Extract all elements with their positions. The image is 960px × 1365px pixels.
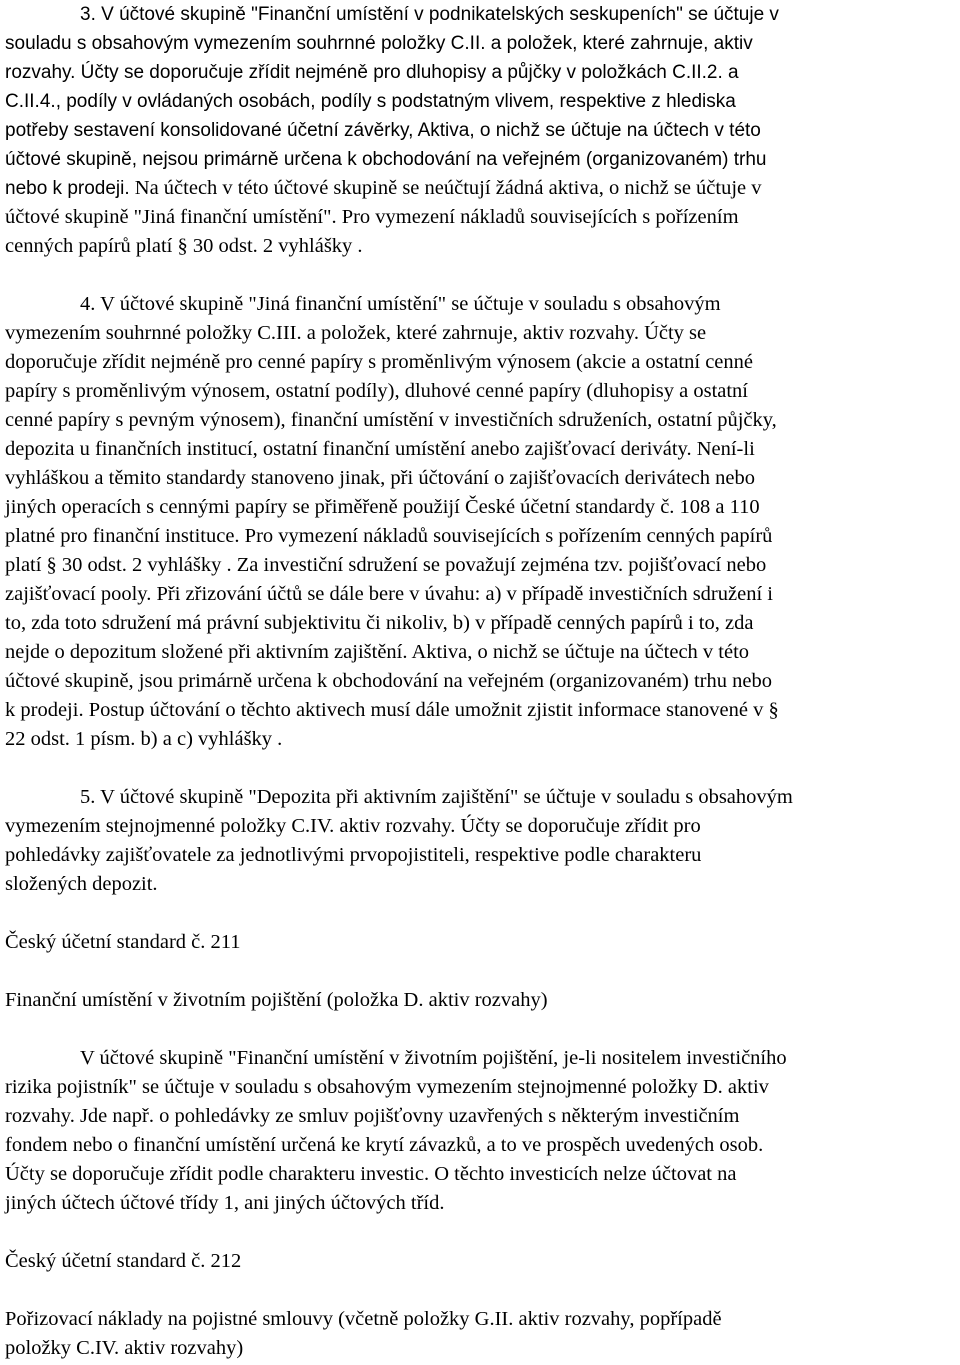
text-line: [5, 1073, 955, 1102]
text-run: , podíly v ovládaných osobách, podíly s podstatným vlivem, respektive z hlediska: [55, 91, 736, 112]
text-line: [5, 986, 955, 1015]
text-line: [5, 580, 955, 609]
text-line: [5, 290, 955, 319]
text-run: depozita u finančních institucí, ostatní finanční umístění anebo zajišťovací deriváty.: [5, 438, 692, 460]
section-4: [5, 290, 955, 754]
text-run: cenné papíry s pevným výnosem), finanční umístění v investičních sdruženích, ostatní půjčky,: [5, 409, 777, 431]
text-run: Na účtech v této účtové skupině se neúčtují žádná aktiva, o nichž se účtuje v: [129, 177, 762, 199]
text-run: Český účetní standard č. 211: [5, 931, 241, 953]
text-run: rozvahy.: [5, 1105, 75, 1127]
standard-211-title: [5, 986, 955, 1015]
text-line: [5, 551, 955, 580]
text-line: [5, 1305, 955, 1334]
text-line: [5, 1247, 955, 1276]
text-run: doporučuje zřídit nejméně pro cenné papíry s proměnlivým výnosem (akcie a ostatní cenné: [5, 351, 753, 373]
text-run: Pro vymezení nákladů souvisejících s pořízením cenných papírů: [239, 525, 773, 547]
text-run: rizika pojistník" se účtuje v souladu s obsahovým vymezením stejnojmenné položky D. aktiv: [5, 1076, 769, 1098]
text-run: Pořizovací náklady na pojistné smlouvy (včetně položky G.II. aktiv rozvahy, popřípadě: [5, 1308, 722, 1330]
text-line: [5, 667, 955, 696]
paragraph-gap: [5, 899, 955, 928]
text-run: O těchto investicích nelze účtovat na: [429, 1163, 737, 1185]
standard-211-heading: [5, 928, 955, 957]
text-line: [5, 87, 955, 116]
text-run: platí § 30 odst. 2 vyhlášky .: [5, 554, 232, 576]
text-line: [5, 1334, 955, 1363]
text-run: rozvahy. Účty se doporučuje zřídit nejméně pro dluhopisy a půjčky v položkách C.II.2. a: [5, 62, 739, 83]
paragraph-gap: [5, 754, 955, 783]
text-run: papíry s proměnlivým výnosem, ostatní podíly), dluhové cenné papíry (dluhopisy a ostatní: [5, 380, 749, 402]
text-line: [5, 29, 955, 58]
section-5: [5, 783, 955, 899]
standard-212-heading: [5, 1247, 955, 1276]
text-run: vymezením souhrnné položky C.III. a položek, které zahrnuje, aktiv rozvahy.: [5, 322, 639, 344]
text-line: [5, 870, 955, 899]
text-run: Za investiční sdružení se považují zejména tzv. pojišťovací nebo: [231, 554, 767, 576]
text-run: Jde např. o pohledávky ze smluv pojišťovny uzavřených s některým investičním: [74, 1105, 740, 1127]
text-line: [5, 1044, 955, 1073]
text-run: položky C.IV. aktiv rozvahy): [5, 1337, 244, 1359]
text-run: složených depozit.: [5, 873, 158, 895]
text-run: k prodeji.: [5, 699, 84, 721]
text-run: Účty se: [638, 322, 707, 344]
text-run: účtové skupině "Jiná finanční umístění".: [5, 206, 337, 228]
text-line: [5, 725, 955, 754]
text-run: Není-li: [691, 438, 755, 460]
text-run: Aktiva, o nichž se účtuje na účtech v této: [407, 641, 750, 663]
text-run: Český účetní standard č. 212: [5, 1250, 242, 1272]
text-line: [5, 319, 955, 348]
text-line: [5, 116, 955, 145]
text-run: vymezením stejnojmenné položky C.IV. aktiv rozvahy.: [5, 815, 456, 837]
text-line: [5, 783, 955, 812]
text-run: 5. V účtové skupině "Depozita při aktivním zajištění" se účtuje v souladu s obsahovým: [80, 786, 793, 808]
text-run: 4. V účtové skupině "Jiná finanční umístění" se účtuje v souladu s obsahovým: [80, 293, 721, 315]
text-run: jiných účtech účtové třídy 1, ani jiných účtových tříd.: [5, 1192, 445, 1214]
paragraph-gap: [5, 1218, 955, 1247]
text-line: [5, 232, 955, 261]
text-run: jiných operacích s cennými papíry se přiměřeně použijí České účetní standardy č. 108 a 110: [5, 496, 760, 518]
text-line: [5, 1102, 955, 1131]
text-run: Při zřizování účtů se dále bere v úvahu: a) v případě investičních sdružení i: [151, 583, 773, 605]
text-line: [5, 377, 955, 406]
text-line: [5, 58, 955, 87]
text-run: cenných papírů platí § 30 odst. 2 vyhlášky .: [5, 235, 363, 257]
text-run: V účtové skupině "Finanční umístění v životním pojištění, je-li nositelem investičního: [80, 1047, 787, 1069]
text-line: [5, 841, 955, 870]
text-line: [5, 1160, 955, 1189]
text-run: vyhláškou a těmito standardy stanoveno jinak, při účtování o zajišťovacích derivátech nebo: [5, 467, 755, 489]
text-line: [5, 406, 955, 435]
document-page: [5, 0, 955, 1363]
text-line: [5, 522, 955, 551]
text-line: [5, 1131, 955, 1160]
standard-211-body: [5, 1044, 955, 1218]
text-run: Pro vymezení nákladů souvisejících s pořízením: [336, 206, 739, 228]
standard-212-title: [5, 1305, 955, 1363]
text-line: [5, 435, 955, 464]
paragraph-gap: [5, 957, 955, 986]
text-line: [5, 928, 955, 957]
text-line: [5, 464, 955, 493]
text-run: to, zda toto sdružení má právní subjektivitu či nikoliv, b) v případě cenných papírů i to, zda: [5, 612, 754, 634]
text-line: [5, 812, 955, 841]
text-run: nejde o depozitum složené při aktivním zajištění.: [5, 641, 408, 663]
text-run: souladu s obsahovým vymezením souhrnné položky C.II. a položek, které zahrnuje, aktiv: [5, 33, 753, 54]
text-line: [5, 638, 955, 667]
text-line: [5, 609, 955, 638]
text-line: [5, 348, 955, 377]
text-line: [5, 203, 955, 232]
text-run: Účty se doporučuje zřídit pro: [455, 815, 701, 837]
text-line: [5, 1189, 955, 1218]
text-run: fondem nebo o finanční umístění určená ke krytí závazků, a to ve prospěch uvedených osob.: [5, 1134, 764, 1156]
paragraph-gap: [5, 1276, 955, 1305]
paragraph-gap: [5, 261, 955, 290]
text-run: Účty se doporučuje zřídit podle charakteru investic.: [5, 1163, 430, 1185]
section-3: [5, 0, 955, 261]
text-run: 22 odst. 1 písm. b) a c) vyhlášky .: [5, 728, 283, 750]
text-line: [5, 145, 955, 174]
text-run: C.II.4.: [5, 91, 56, 112]
text-run: účtové skupině, jsou primárně určena k obchodování na veřejném (organizovaném) trhu nebo: [5, 670, 772, 692]
text-run: 3. V účtové skupině "Finanční umístění v podnikatelských seskupeních" se účtuje v: [80, 4, 779, 25]
text-run: nebo k prodeji.: [5, 178, 130, 199]
text-run: Postup účtování o těchto aktivech musí dále umožnit zjistit informace stanovené v §: [83, 699, 779, 721]
text-run: účtové skupině, nejsou primárně určena k obchodování na veřejném (organizovaném) trhu: [5, 149, 767, 170]
text-line: [5, 696, 955, 725]
text-run: potřeby sestavení konsolidované účetní závěrky, Aktiva, o nichž se účtuje na účtech v této: [5, 120, 761, 141]
text-run: pohledávky zajišťovatele za jednotlivými prvopojistiteli, respektive podle charakteru: [5, 844, 702, 866]
text-line: [5, 0, 955, 29]
text-run: Finanční umístění v životním pojištění (položka D. aktiv rozvahy): [5, 989, 548, 1011]
text-line: [5, 174, 955, 203]
text-run: platné pro finanční instituce.: [5, 525, 240, 547]
text-line: [5, 493, 955, 522]
text-run: zajišťovací pooly.: [5, 583, 152, 605]
paragraph-gap: [5, 1015, 955, 1044]
